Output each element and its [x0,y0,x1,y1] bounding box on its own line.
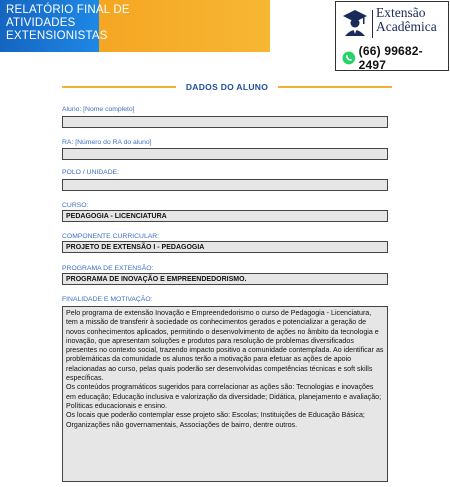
ra-field[interactable] [62,148,388,160]
curso-label: CURSO: [62,202,89,209]
finalidade-field[interactable] [62,306,388,482]
heading-rule-right [278,86,392,87]
polo-label: POLO / UNIDADE: [62,169,120,176]
aluno-label: Aluno: [Nome completo] [62,106,135,113]
report-title-line-2: ATIVIDADES [6,17,76,29]
componente-label: COMPONENTE CURRICULAR: [62,233,160,240]
brand-name-line-1: Extensão [376,5,426,20]
brand-name-line-2: Acadêmica [376,19,437,34]
aluno-field[interactable] [62,116,388,128]
curso-field[interactable]: PEDAGOGIA - LICENCIATURA [62,210,388,222]
graduate-logo-icon [342,8,368,36]
report-title-line-3: EXTENSIONISTAS [6,30,108,42]
heading-rule-left [62,86,176,87]
finalidade-paragraph-1: Pelo programa de extensão Inovação e Empreendedorismo o curso de Pedagogia - Licenciatura, tem a missão de transferir à sociedade os conhecimentos gerados e potencializar a geração de novos conhecimentos aplicados, permitindo o desenvolvimento de ações no âmbito da tecnologia e inovação, que apresentam soluções e produtos para resolução de problemas diversificados presentes no contexto social, trazendo impacto positivo a comunidade contemplada. Ao identificar as problemáticas da comunidade os alunos terão a motivação para efetuar as ações de apoio relacionadas ao curso, pelas quais poderão ser desenvolvidas competências técnicas e soft skills específicas. [66,309,384,383]
phone-number: (66) 99682-2497 [358,44,423,72]
finalidade-paragraph-3: Os locais que poderão contemplar esse projeto são: Escolas; Instituições de Educação Básica; Organizações não governamentais, Associações de bairro, dentre outros. [66,411,365,429]
ra-label: RA: [Número do RA do aluno] [62,139,152,146]
report-title-line-1: RELATÓRIO FINAL DE [6,4,130,16]
contact-phone[interactable] [342,44,448,72]
polo-field[interactable] [62,179,388,191]
section-heading [62,80,392,94]
whatsapp-icon [342,51,356,65]
report-title [6,4,136,43]
finalidade-label: FINALIDADE E MOTIVAÇÃO: [62,296,153,303]
section-title: DADOS DO ALUNO [185,82,269,92]
finalidade-paragraph-2: Os conteúdos programáticos sugeridos para correlacionar as ações são: Tecnologias e inovações em educação; Educação inclusiva e valorização da diversidade; Didática, planejamento e avaliação; Políticas educacionais e ensino. [66,383,382,410]
programa-label: PROGRAMA DE EXTENSÃO: [62,265,154,272]
componente-field[interactable]: PROJETO DE EXTENSÃO I - PEDAGOGIA [62,241,388,253]
brand-divider [372,10,373,38]
programa-field[interactable]: PROGRAMA DE INOVAÇÃO E EMPREENDEDORISMO. [62,273,388,285]
brand-name [376,6,448,34]
brand-card [335,1,449,71]
